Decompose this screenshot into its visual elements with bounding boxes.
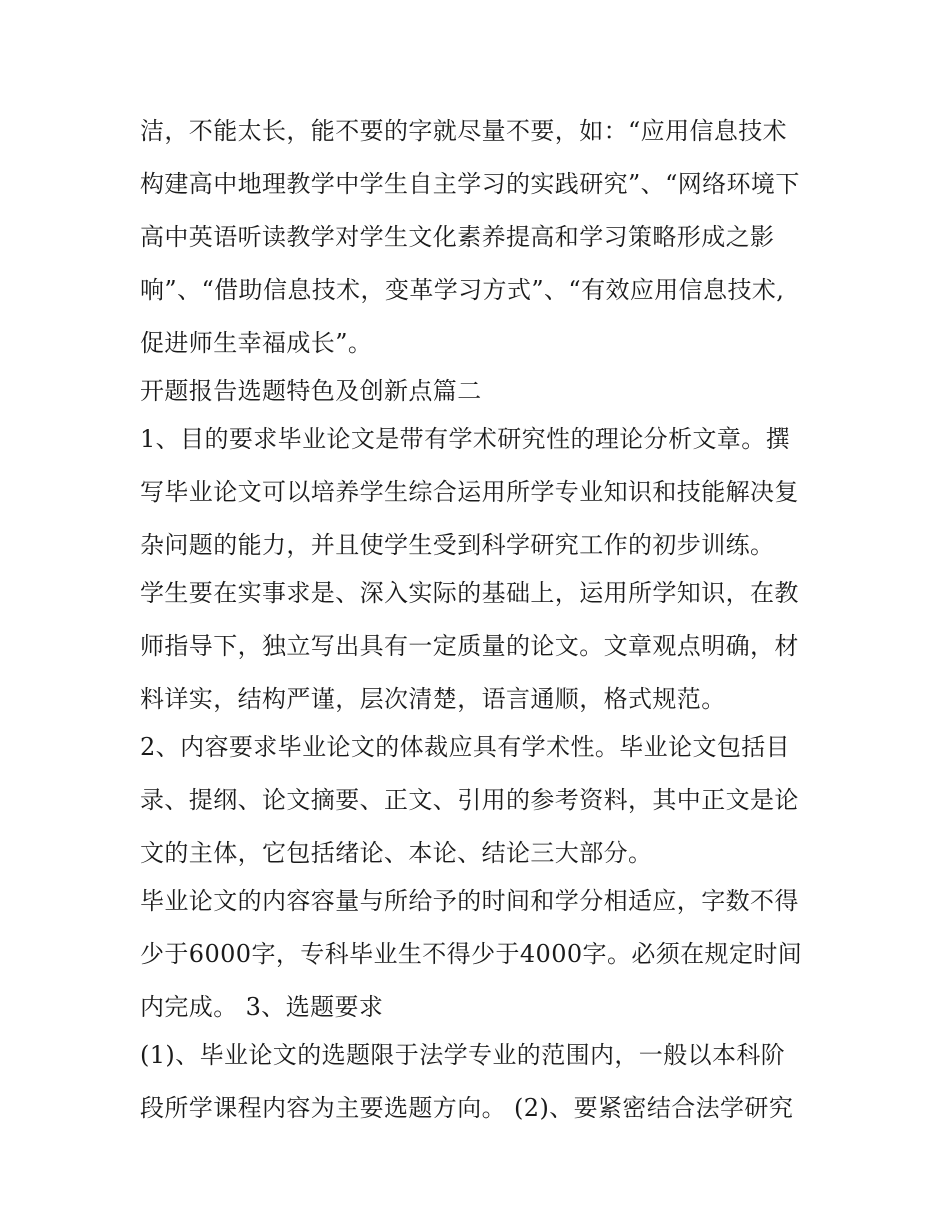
text-line: 响”、“借助信息技术，变革学习方式”、“有效应用信息技术, — [140, 276, 785, 304]
text-line: 学生要在实事求是、深入实际的基础上，运用所学知识，在教 — [140, 579, 799, 607]
text-line: 2、内容要求毕业论文的体裁应具有学术性。毕业论文包括目 — [140, 733, 791, 761]
text-line: (1)、毕业论文的选题限于法学专业的范围内，一般以本科阶 — [140, 1041, 786, 1069]
text-line: 构建高中地理教学中学生自主学习的实践研究”、“网络环境下 — [140, 170, 800, 198]
text-line: 段所学课程内容为主要选题方向。 (2)、要紧密结合法学研究 — [140, 1094, 794, 1122]
text-line: 洁，不能太长，能不要的字就尽量不要，如：“应用信息技术 — [140, 117, 788, 145]
section-heading: 开题报告选题特色及创新点篇二 — [140, 377, 482, 405]
text-line: 1、目的要求毕业论文是带有学术研究性的理论分析文章。撰 — [140, 425, 791, 453]
text-line: 毕业论文的内容容量与所给予的时间和学分相适应，字数不得 — [140, 887, 799, 915]
text-line: 录、提纲、论文摘要、正文、引用的参考资料，其中正文是论 — [140, 786, 799, 814]
text-line: 高中英语听读教学对学生文化素养提高和学习策略形成之影 — [140, 223, 775, 251]
text-line: 写毕业论文可以培养学生综合运用所学专业知识和技能解决复 — [140, 478, 799, 506]
text-line: 料详实，结构严谨，层次清楚，语言通顺，格式规范。 — [140, 685, 726, 713]
text-line: 少于6000字，专科毕业生不得少于4000字。必须在规定时间 — [140, 940, 803, 968]
text-line: 促进师生幸福成长”。 — [140, 329, 373, 357]
text-line: 内完成。 3、选题要求 — [140, 993, 384, 1021]
text-line: 杂问题的能力，并且使学生受到科学研究工作的初步训练。 — [140, 531, 775, 559]
text-line: 文的主体，它包括绪论、本论、结论三大部分。 — [140, 839, 653, 867]
body-text — [140, 108, 820, 1138]
text-line: 师指导下，独立写出具有一定质量的论文。文章观点明确，材 — [140, 632, 799, 660]
